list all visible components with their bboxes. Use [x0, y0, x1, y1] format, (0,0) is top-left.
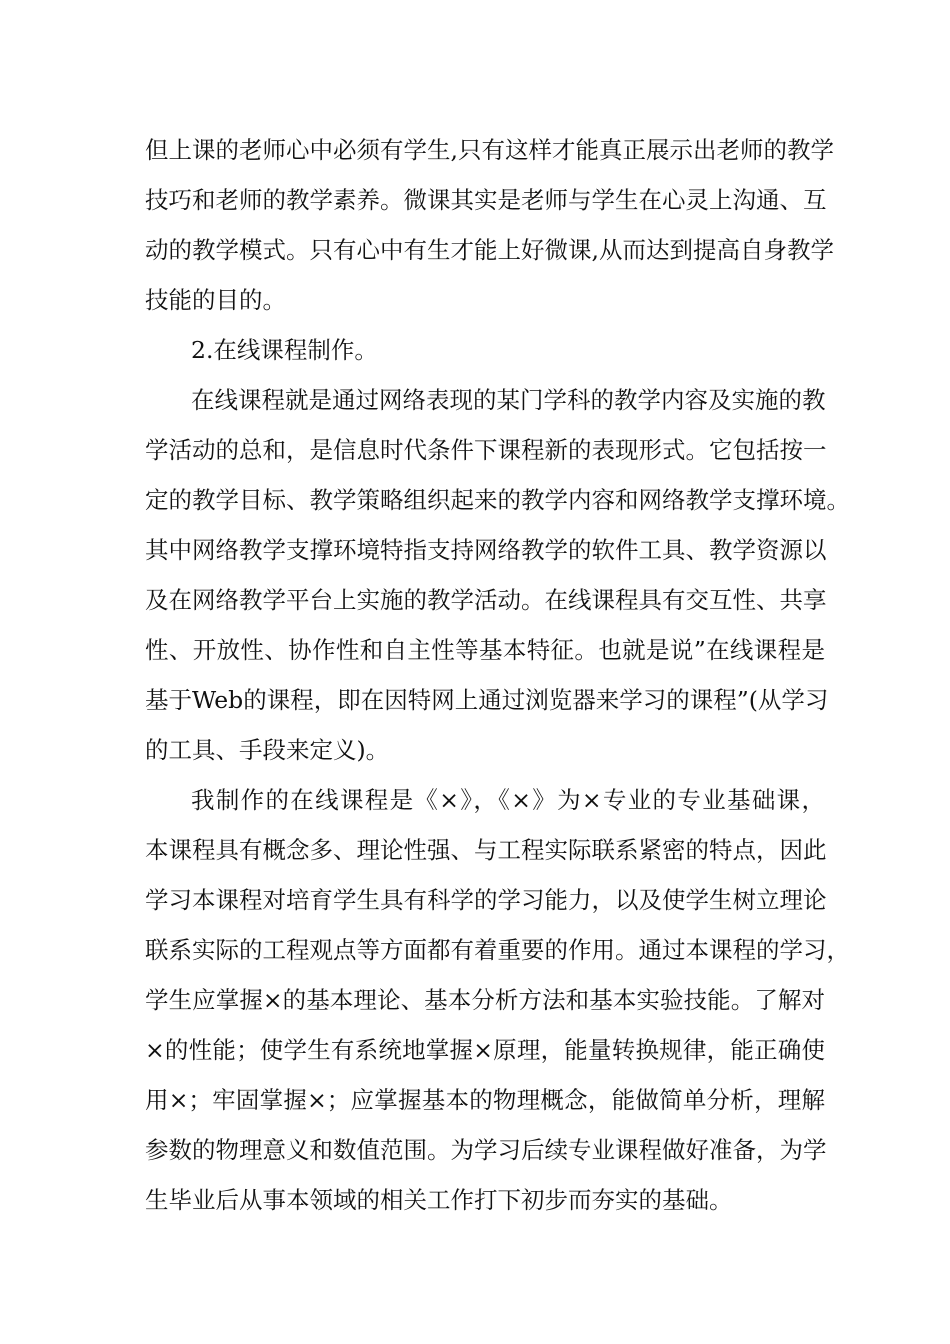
paragraph-3-line-4: 联系实际的工程观点等方面都有着重要的作用。通过本课程的学习， — [145, 936, 850, 964]
paragraph-3-line-2: 本课程具有概念多、理论性强、与工程实际联系紧密的特点，因此 — [145, 836, 827, 864]
paragraph-2-line-5: 及在网络教学平台上实施的教学活动。在线课程具有交互性、共享 — [145, 586, 827, 614]
paragraph-2-line-6: 性、开放性、协作性和自主性等基本特征。也就是说”在线课程是 — [145, 636, 825, 664]
paragraph-1-line-2: 技巧和老师的教学素养。微课其实是老师与学生在心灵上沟通、互 — [145, 186, 827, 214]
paragraph-3-line-7: 用×；牢固掌握×；应掌握基本的物理概念，能做简单分析，理解 — [145, 1086, 825, 1114]
paragraph-3-line-5: 学生应掌握×的基本理论、基本分析方法和基本实验技能。了解对 — [145, 986, 825, 1014]
paragraph-3-line-3: 学习本课程对培育学生具有科学的学习能力，以及使学生树立理论 — [145, 886, 827, 914]
paragraph-2-line-2: 学活动的总和，是信息时代条件下课程新的表现形式。它包括按一 — [145, 436, 827, 464]
paragraph-1-line-4: 技能的目的。 — [145, 286, 286, 314]
section-heading: 2.在线课程制作。 — [191, 336, 378, 364]
paragraph-1-line-3: 动的教学模式。只有心中有生才能上好微课,从而达到提高自身教学 — [145, 236, 834, 264]
paragraph-2-line-7: 基于Web的课程，即在因特网上通过浏览器来学习的课程”(从学习 — [145, 686, 829, 714]
paragraph-3-line-8: 参数的物理意义和数值范围。为学习后续专业课程做好准备，为学 — [145, 1136, 827, 1164]
paragraph-3-line-1: 我制作的在线课程是《×》，《×》为×专业的专业基础课， — [191, 786, 825, 814]
paragraph-2-line-3: 定的教学目标、教学策略组织起来的教学内容和网络教学支撑环境。 — [145, 486, 850, 514]
paragraph-3-line-9: 生毕业后从事本领域的相关工作打下初步而夯实的基础。 — [145, 1186, 733, 1214]
paragraph-1-line-1: 但上课的老师心中必须有学生,只有这样才能真正展示出老师的教学 — [145, 136, 834, 164]
paragraph-2-line-8: 的工具、手段来定义)。 — [145, 736, 390, 764]
paragraph-2-line-1: 在线课程就是通过网络表现的某门学科的教学内容及实施的教 — [191, 386, 826, 414]
paragraph-3-line-6: ×的性能；使学生有系统地掌握×原理，能量转换规律，能正确使 — [145, 1036, 825, 1064]
paragraph-2-line-4: 其中网络教学支撑环境特指支持网络教学的软件工具、教学资源以 — [145, 536, 827, 564]
